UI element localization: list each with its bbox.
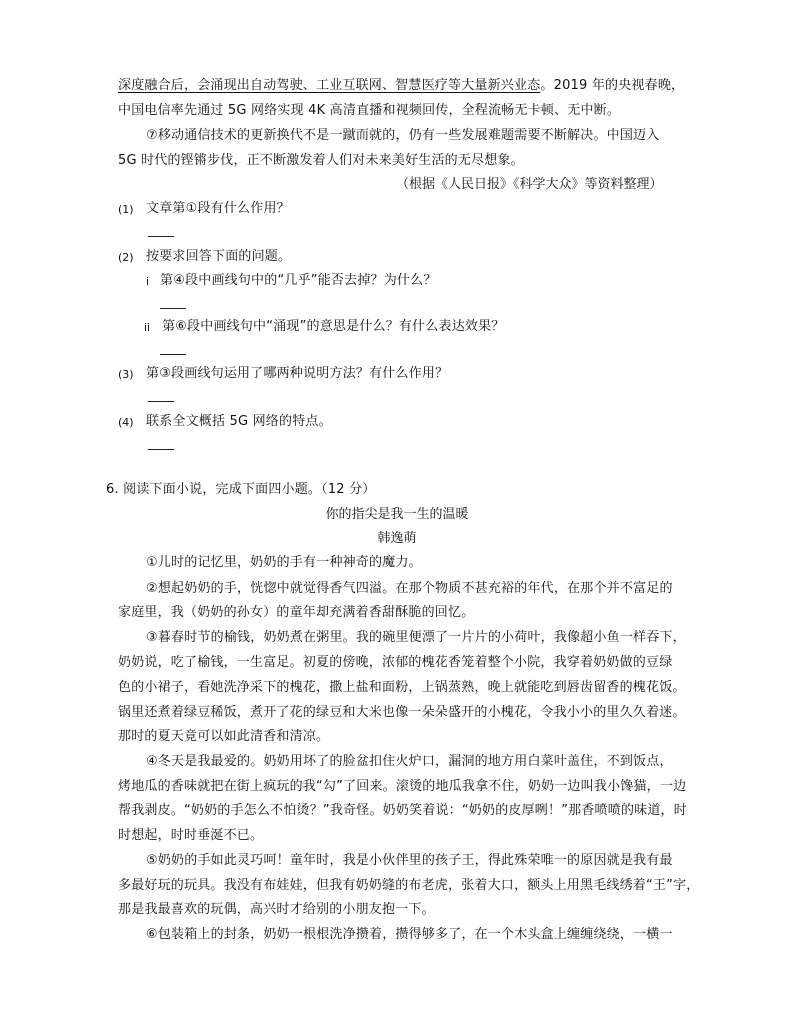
text-line: 帮我剥皮。“奶奶的手怎么不怕烫？”我奇怪。奶奶笑着说：“奶奶的皮厚咧！”那香喷喷的味道，时	[118, 803, 687, 818]
answer-blank[interactable]	[148, 236, 174, 237]
story-author: 韩逸萌	[377, 531, 417, 546]
question-2-ii: 第⑥段中画线句中“涌现”的意思是什么？有什么表达效果？	[162, 319, 505, 334]
text-line: 锅里还煮着绿豆稀饭，煮开了花的绿豆和大米也像一朵朵盛开的小槐花，令我小小的里久久着迷。	[118, 705, 686, 720]
answer-blank[interactable]	[148, 401, 174, 402]
question-1: 文章第①段有什么作用？	[146, 201, 290, 216]
story-para-3: ③暮春时节的榆钱，奶奶煮在粥里。我的碗里便漂了一片片的小荷叶，我像超小鱼一样吞下，	[146, 630, 686, 645]
text-line: 那时的夏天竟可以如此清香和清凉。	[118, 729, 330, 744]
question-2-i: 第④段中画线句中的“几乎”能否去掉？为什么？	[160, 273, 437, 288]
story-para-4: ④冬天是我最爱的。奶奶用坏了的脸盆扣住火炉口，漏洞的地方用白菜叶盖住，不到饭点，	[146, 754, 673, 769]
text-segment: 。2019 年的央视春晚，	[540, 78, 685, 93]
question-2: 按要求回答下面的问题。	[146, 249, 292, 264]
question-number: (3)	[118, 368, 134, 381]
subquestion-number: ii	[144, 321, 151, 334]
para-7: ⑦移动通信技术的更新换代不是一蹴而就的，仍有一些发展难题需要不断解决。中国迈入	[146, 128, 660, 143]
answer-blank[interactable]	[160, 308, 186, 309]
text-line: 多最好玩的玩具。我没有布娃娃，但我有奶奶缝的布老虎，张着大口，额头上用黑毛线绣着“王”字，	[118, 878, 700, 893]
text-line: 5G 时代的铿锵步伐，正不断激发着人们对未来美好生活的无尽想象。	[118, 153, 524, 168]
text-line: 中国电信率先通过 5G 网络实现 4K 高清直播和视频回传，全程流畅无卡顿、无中断。	[118, 103, 621, 118]
story-para-5: ⑤奶奶的手如此灵巧呵！童年时，我是小伙伴里的孩子王，得此殊荣唯一的原因就是我有最	[146, 853, 673, 868]
text-line: 烤地瓜的香味就把在街上疯玩的我“勾”了回来。滚烫的地瓜我拿不住，奶奶一边叫我小馋猫，一边	[118, 779, 687, 794]
story-para-1: ①儿时的记忆里，奶奶的手有一种神奇的魔力。	[146, 555, 422, 570]
section-6-heading: 6. 阅读下面小说，完成下面四小题。（12 分）	[106, 482, 376, 497]
text-line: 家庭里，我（奶奶的孙女）的童年却充满着香甜酥脆的回忆。	[118, 605, 475, 620]
story-title: 你的指尖是我一生的温暖	[325, 507, 469, 522]
underlined-sentence: 深度融合后，会涌现出自动驾驶、工业互联网、智慧医疗等大量新兴业态	[118, 78, 541, 93]
answer-blank[interactable]	[160, 354, 186, 355]
question-number: (2)	[118, 251, 134, 264]
text-line: 那是我最喜欢的玩偶，高兴时才给别的小朋友抱一下。	[118, 902, 435, 917]
subquestion-number: i	[146, 275, 150, 288]
question-number: (1)	[118, 203, 134, 216]
story-para-2: ②想起奶奶的手，恍惚中就觉得香气四溢。在那个物质不甚充裕的年代，在那个并不富足的	[146, 581, 673, 596]
answer-blank[interactable]	[148, 449, 174, 450]
question-3: 第③段画线句运用了哪两种说明方法？有什么作用？	[146, 366, 449, 381]
text-line: 色的小裙子，看她洗净采下的槐花，撒上盐和面粉，上锅蒸熟，晚上就能吃到唇齿留香的槐花饭。	[118, 680, 686, 695]
story-para-6: ⑥包装箱上的封条，奶奶一根根洗净攒着，攒得够多了，在一个木头盒上缠缠绕绕，一横一	[146, 927, 673, 942]
para-6-continuation	[118, 76, 684, 96]
source-note: （根据《人民日报》《科学大众》等资料整理）	[396, 177, 663, 192]
text-line: 奶奶说，吃了榆钱，一生富足。初夏的傍晚，浓郁的槐花香笼着整个小院，我穿着奶奶做的豆绿	[118, 655, 673, 670]
question-4: 联系全文概括 5G 网络的特点。	[146, 414, 332, 429]
question-number: (4)	[118, 416, 134, 429]
text-line: 时想起，时时垂涎不已。	[118, 828, 264, 843]
